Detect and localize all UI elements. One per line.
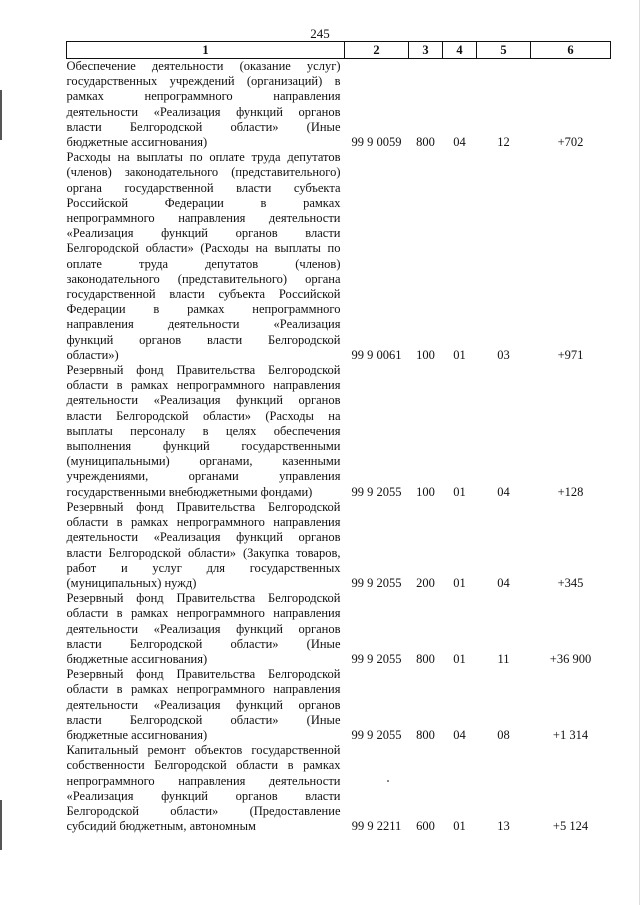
target-article-code: 99 9 2055 bbox=[351, 651, 402, 666]
section-code: 01 bbox=[453, 819, 466, 834]
expense-type-code: 600 bbox=[416, 819, 435, 834]
description-line: Резервный фонд Правительства Белгородской bbox=[66, 667, 341, 682]
expense-type-code: 800 bbox=[416, 135, 435, 150]
description-line: области в рамках непрограммного направления bbox=[66, 682, 341, 697]
table-row bbox=[67, 743, 611, 834]
target-article-code: 99 9 0061 bbox=[351, 347, 402, 362]
description-line: бюджетные ассигнования) bbox=[66, 727, 208, 742]
description-line: (муниципальных) нужд) bbox=[66, 575, 197, 590]
section-code: 01 bbox=[453, 484, 466, 499]
budget-table bbox=[66, 41, 611, 834]
expense-type-code: 800 bbox=[416, 727, 435, 742]
header-cell: 5 bbox=[477, 42, 531, 59]
row-description bbox=[67, 363, 345, 500]
description-line: собственности Белгородской области в рамках bbox=[66, 758, 341, 773]
subsection-code: 04 bbox=[497, 484, 510, 499]
description-line: области в рамках непрограммного направления bbox=[66, 378, 341, 393]
amount-change: +36 900 bbox=[549, 651, 592, 666]
description-line: непрограммного направления деятельности bbox=[66, 211, 341, 226]
header-cell: 4 bbox=[443, 42, 477, 59]
row-description bbox=[67, 150, 345, 363]
amount-change: +702 bbox=[557, 135, 584, 150]
section-code: 01 bbox=[453, 575, 466, 590]
description-line: Российской Федерации в рамках bbox=[66, 195, 341, 210]
target-article-code: 99 9 2055 bbox=[351, 727, 402, 742]
header-cell: 1 bbox=[67, 42, 345, 59]
description-line: деятельности «Реализация функций органов bbox=[66, 393, 341, 408]
expense-type-code: 800 bbox=[416, 651, 435, 666]
amount-change: +971 bbox=[557, 347, 584, 362]
description-line: Резервный фонд Правительства Белгородской bbox=[66, 363, 341, 378]
description-line: направления деятельности «Реализация bbox=[66, 317, 341, 332]
description-line: (членов) законодательного (представительного) bbox=[66, 165, 341, 180]
header-cell: 6 bbox=[531, 42, 611, 59]
description-line: власти Белгородской области» (Иные bbox=[66, 712, 341, 727]
description-line: деятельности «Реализация функций органов bbox=[66, 530, 341, 545]
subsection-code: 08 bbox=[497, 727, 510, 742]
description-line: непрограммного направления деятельности bbox=[66, 773, 341, 788]
description-line: власти Белгородской области» (Закупка товаров, bbox=[66, 545, 341, 560]
description-line: учреждениями, органами управления bbox=[66, 469, 341, 484]
description-line: Капитальный ремонт объектов государственной bbox=[66, 743, 341, 758]
description-line: рамках непрограммного направления bbox=[66, 89, 341, 104]
table-row bbox=[67, 667, 611, 743]
description-line: государственной власти субъекта Российской bbox=[66, 287, 341, 302]
section-code: 04 bbox=[453, 727, 466, 742]
description-line: (муниципальными) органами, казенными bbox=[66, 454, 341, 469]
subsection-code: 03 bbox=[497, 347, 510, 362]
description-line: деятельности «Реализация функций органов bbox=[66, 621, 341, 636]
row-description bbox=[67, 500, 345, 591]
subsection-code: 13 bbox=[497, 819, 510, 834]
description-line: области») bbox=[66, 347, 119, 362]
description-line: деятельности «Реализация функций органов bbox=[66, 104, 341, 119]
amount-change: +1 314 bbox=[552, 727, 589, 742]
description-line: Белгородской области» (Расходы на выплаты по bbox=[66, 241, 341, 256]
description-line: функций органов власти Белгородской bbox=[66, 332, 341, 347]
table-row bbox=[67, 363, 611, 500]
target-article-code: 99 9 2055 bbox=[351, 484, 402, 499]
table-row bbox=[67, 150, 611, 363]
description-line: власти Белгородской области» (Иные bbox=[66, 636, 341, 651]
description-line: бюджетные ассигнования) bbox=[66, 135, 208, 150]
row-description bbox=[67, 743, 345, 834]
subsection-code: 11 bbox=[497, 651, 510, 666]
description-line: области в рамках непрограммного направления bbox=[66, 606, 341, 621]
header-cell: 2 bbox=[345, 42, 409, 59]
target-article-code: 99 9 2211 bbox=[351, 819, 402, 834]
description-line: области в рамках непрограммного направления bbox=[66, 515, 341, 530]
description-line: Обеспечение деятельности (оказание услуг) bbox=[66, 59, 341, 73]
amount-change: +345 bbox=[557, 575, 584, 590]
description-line: выполнения функций государственными bbox=[66, 439, 341, 454]
section-code: 01 bbox=[453, 651, 466, 666]
amount-change: +5 124 bbox=[552, 819, 589, 834]
section-code: 04 bbox=[453, 135, 466, 150]
description-line: субсидий бюджетным, автономным bbox=[66, 819, 256, 834]
amount-change: +128 bbox=[557, 484, 584, 499]
header-row bbox=[67, 42, 611, 59]
expense-type-code: 100 bbox=[416, 347, 435, 362]
description-line: бюджетные ассигнования) bbox=[66, 651, 208, 666]
description-line: работ и услуг для государственных bbox=[66, 560, 341, 575]
header-cell: 3 bbox=[409, 42, 443, 59]
description-line: оплате труда депутатов (членов) bbox=[66, 256, 341, 271]
scan-margin-mark bbox=[0, 90, 2, 140]
table-row bbox=[67, 591, 611, 667]
target-article-code: 99 9 2055 bbox=[351, 575, 402, 590]
description-line: Резервный фонд Правительства Белгородской bbox=[66, 591, 341, 606]
row-description bbox=[67, 591, 345, 667]
description-line: законодательного (представительного) органа bbox=[66, 271, 341, 286]
description-line: «Реализация функций органов власти bbox=[66, 226, 341, 241]
description-line: «Реализация функций органов власти bbox=[66, 788, 341, 803]
description-line: власти Белгородской области» (Расходы на bbox=[66, 408, 341, 423]
description-line: государственными внебюджетными фондами) bbox=[66, 484, 313, 499]
scan-margin-mark bbox=[0, 800, 2, 850]
subsection-code: 12 bbox=[497, 135, 510, 150]
subsection-code: 04 bbox=[497, 575, 510, 590]
table-row bbox=[67, 59, 611, 151]
section-code: 01 bbox=[453, 347, 466, 362]
description-line: Расходы на выплаты по оплате труда депутатов bbox=[66, 150, 341, 165]
row-description bbox=[67, 667, 345, 743]
description-line: органа государственной власти субъекта bbox=[66, 180, 341, 195]
target-article-code: 99 9 0059 bbox=[351, 135, 402, 150]
description-line: Федерации в рамках непрограммного bbox=[66, 302, 341, 317]
expense-type-code: 100 bbox=[416, 484, 435, 499]
page-number: 245 bbox=[310, 26, 330, 41]
description-line: Резервный фонд Правительства Белгородской bbox=[66, 499, 341, 514]
table-body bbox=[67, 59, 611, 835]
description-line: выплаты персоналу в целях обеспечения bbox=[66, 423, 341, 438]
table-row bbox=[67, 500, 611, 591]
expense-type-code: 200 bbox=[416, 575, 435, 590]
description-line: власти Белгородской области» (Иные bbox=[66, 119, 341, 134]
row-description bbox=[67, 59, 345, 151]
description-line: государственных учреждений (организаций) в bbox=[66, 74, 341, 89]
description-line: деятельности «Реализация функций органов bbox=[66, 697, 341, 712]
description-line: Белгородской области» (Предоставление bbox=[66, 803, 341, 818]
